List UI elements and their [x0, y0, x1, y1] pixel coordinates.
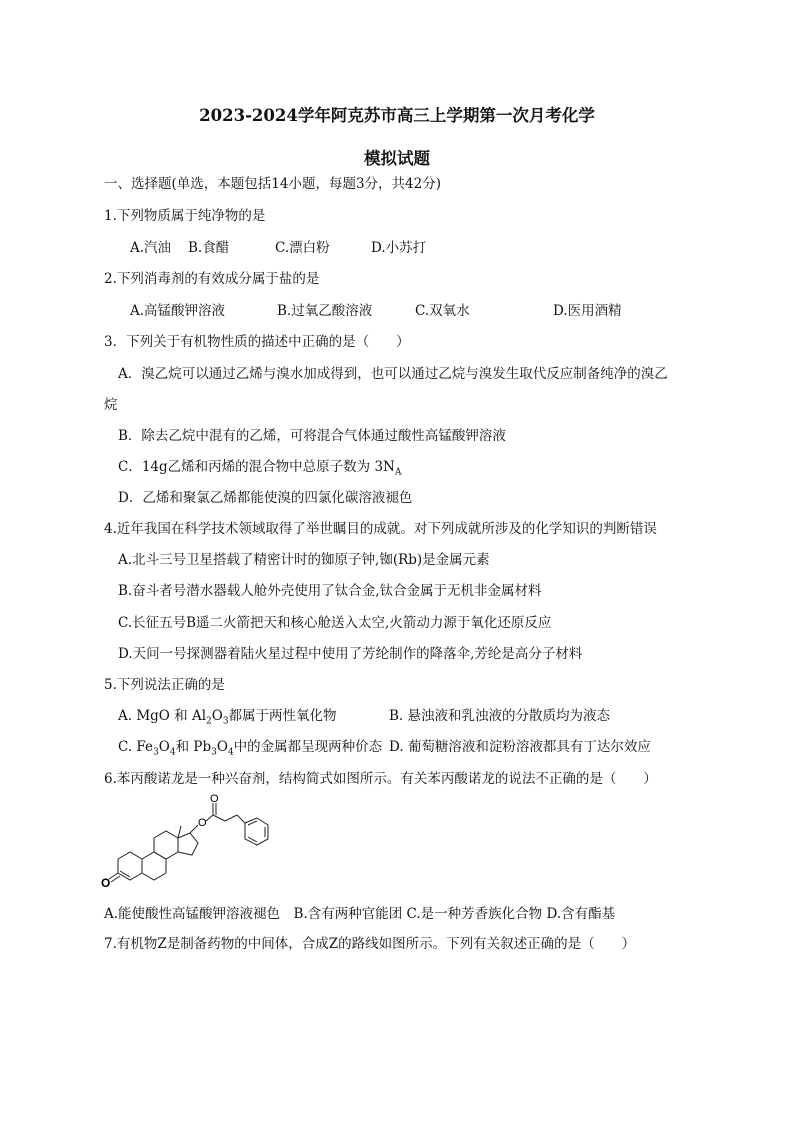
question-1-option-b: B.食醋: [188, 240, 230, 256]
question-2-option-d: D.医用酒精: [553, 303, 622, 319]
question-1-option-c: C.漂白粉: [275, 240, 330, 256]
question-3-option-a-cont: 烷: [104, 397, 118, 413]
structure-label-ester-o: O: [198, 817, 207, 829]
question-2-option-c: C.双氧水: [415, 303, 470, 319]
question-5-option-c: C. $Fe_3O_4$和 $Pb_3O_4$中的金属都呈现两种价态: [118, 739, 383, 758]
question-1-option-d: D.小苏打: [371, 240, 427, 256]
question-5-option-d: D. 葡萄糖溶液和淀粉溶液都具有丁达尔效应: [389, 739, 651, 755]
question-4-stem: 4.近年我国在科学技术领域取得了举世瞩目的成就。对下列成就所涉及的化学知识的判断错误: [104, 521, 657, 537]
question-6-options: A.能使酸性高锰酸钾溶液褪色 B.含有两种官能团 C.是一种芳香族化合物 D.含有酯基: [104, 906, 616, 922]
question-2-option-a: A.高锰酸钾溶液: [130, 303, 226, 319]
question-4-option-c: C.长征五号B遥二火箭把天和核心舱送入太空,火箭动力源于氧化还原反应: [118, 615, 552, 631]
question-3-option-c: C．14g乙烯和丙烯的混合物中总原子数为 $3N_A$: [118, 459, 402, 478]
question-3-option-a: A．溴乙烷可以通过乙烯与溴水加成得到，也可以通过乙烷与溴发生取代反应制备纯净的溴乙: [118, 366, 668, 382]
structure-label-ketone-o: O: [101, 876, 111, 890]
question-1-stem: 1.下列物质属于纯净物的是: [104, 208, 266, 224]
question-5-option-a: A. MgO 和 $Al_2O_3$都属于两性氧化物: [118, 708, 337, 727]
question-7-stem: 7.有机物Z是制备药物的中间体，合成Z的路线如图所示。下列有关叙述正确的是（ ）: [104, 936, 636, 952]
question-2-option-b: B.过氧乙酸溶液: [277, 303, 373, 319]
question-3-stem: 3．下列关于有机物性质的描述中正确的是（ ）: [104, 334, 410, 350]
question-4-option-d: D.天问一号探测器着陆火星过程中使用了芳纶制作的降落伞,芳纶是高分子材料: [118, 646, 583, 662]
section-header: 一、选择题(单选，本题包括14小题，每题3分，共42分): [104, 176, 441, 192]
question-4-option-a: A.北斗三号卫星搭载了精密计时的铷原子钟,铷(Rb)是金属元素: [118, 552, 490, 568]
question-4-option-b: B.奋斗者号潜水器载人舱外壳使用了钛合金,钛合金属于无机非金属材料: [118, 583, 542, 599]
exam-title: 2023-2024学年阿克苏市高三上学期第一次月考化学: [199, 106, 595, 125]
nandrolone-phenpropionate-structure: [100, 793, 280, 895]
question-3-option-d: D．乙烯和聚氯乙烯都能使溴的四氯化碳溶液褪色: [118, 490, 413, 506]
question-5-option-b: B. 悬浊液和乳浊液的分散质均为液态: [389, 708, 611, 724]
question-2-stem: 2.下列消毒剂的有效成分属于盐的是: [104, 271, 320, 287]
exam-subtitle: 模拟试题: [364, 149, 430, 168]
structure-label-carbonyl-o: O: [210, 793, 219, 805]
question-6-stem: 6.苯丙酸诺龙是一种兴奋剂，结构简式如图所示。有关苯丙酸诺龙的说法不正确的是（ ）: [104, 771, 657, 787]
question-5-stem: 5.下列说法正确的是: [104, 677, 225, 693]
question-1-option-a: A.汽油: [130, 240, 172, 256]
question-3-option-b: B．除去乙烷中混有的乙烯，可将混合气体通过酸性高锰酸钾溶液: [118, 428, 506, 444]
